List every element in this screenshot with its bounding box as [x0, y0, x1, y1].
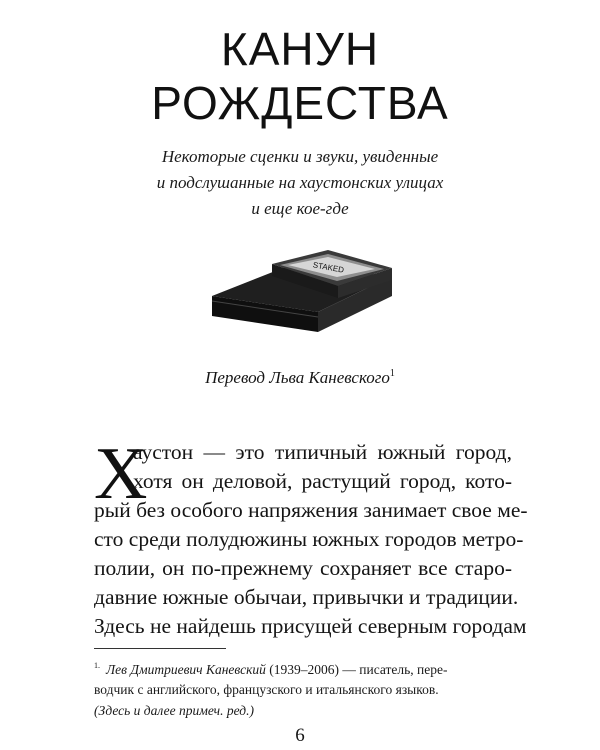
body-line: давние южные обычаи, привычки и традиции.	[94, 585, 519, 609]
footnote-line-3: (Здесь и далее примеч. ред.)	[94, 703, 254, 718]
body-line: сто среди полудюжины южных городов метро-	[94, 527, 524, 551]
body-line: рый без особого напряжения занимает свое ме-	[94, 498, 528, 522]
books-stack-icon	[210, 246, 395, 336]
footnote-person-name: Лев Дмитриевич Каневский	[106, 662, 266, 677]
translator-credit	[0, 369, 600, 386]
dropcap-letter: Х	[94, 433, 148, 515]
title-line-1: КАНУН	[220, 23, 380, 75]
footnote-reference: 1	[389, 368, 395, 379]
body-line: аустон — это типичный южный город,	[133, 440, 512, 464]
subtitle-line-1: Некоторые сценки и звуки, увиденные	[161, 147, 439, 166]
body-line: полии, он по-прежнему сохраняет все старо-	[94, 556, 512, 580]
footnote-line-2: водчик с английского, французского и итальянского языков.	[94, 682, 439, 697]
footnote-text: (1939–2006) — писатель, пере-	[265, 662, 448, 677]
body-line: Здесь не найдешь присущей северным городам	[94, 614, 527, 638]
footnote-marker: 1.	[94, 661, 100, 670]
title-line-2: РОЖДЕСТВА	[151, 77, 449, 129]
subtitle-line-2: и подслушанные на хаустонских улицах	[156, 173, 444, 192]
page-number: 6	[295, 725, 305, 746]
footnote-line-1	[94, 662, 512, 677]
body-line: хотя он деловой, растущий город, кото-	[133, 469, 512, 493]
svg-text:STAKED: STAKED	[312, 260, 345, 275]
subtitle-line-3: и еще кое-где	[251, 199, 349, 218]
footnote-divider	[94, 648, 226, 649]
translator-text: Перевод Льва Каневского	[205, 368, 390, 387]
